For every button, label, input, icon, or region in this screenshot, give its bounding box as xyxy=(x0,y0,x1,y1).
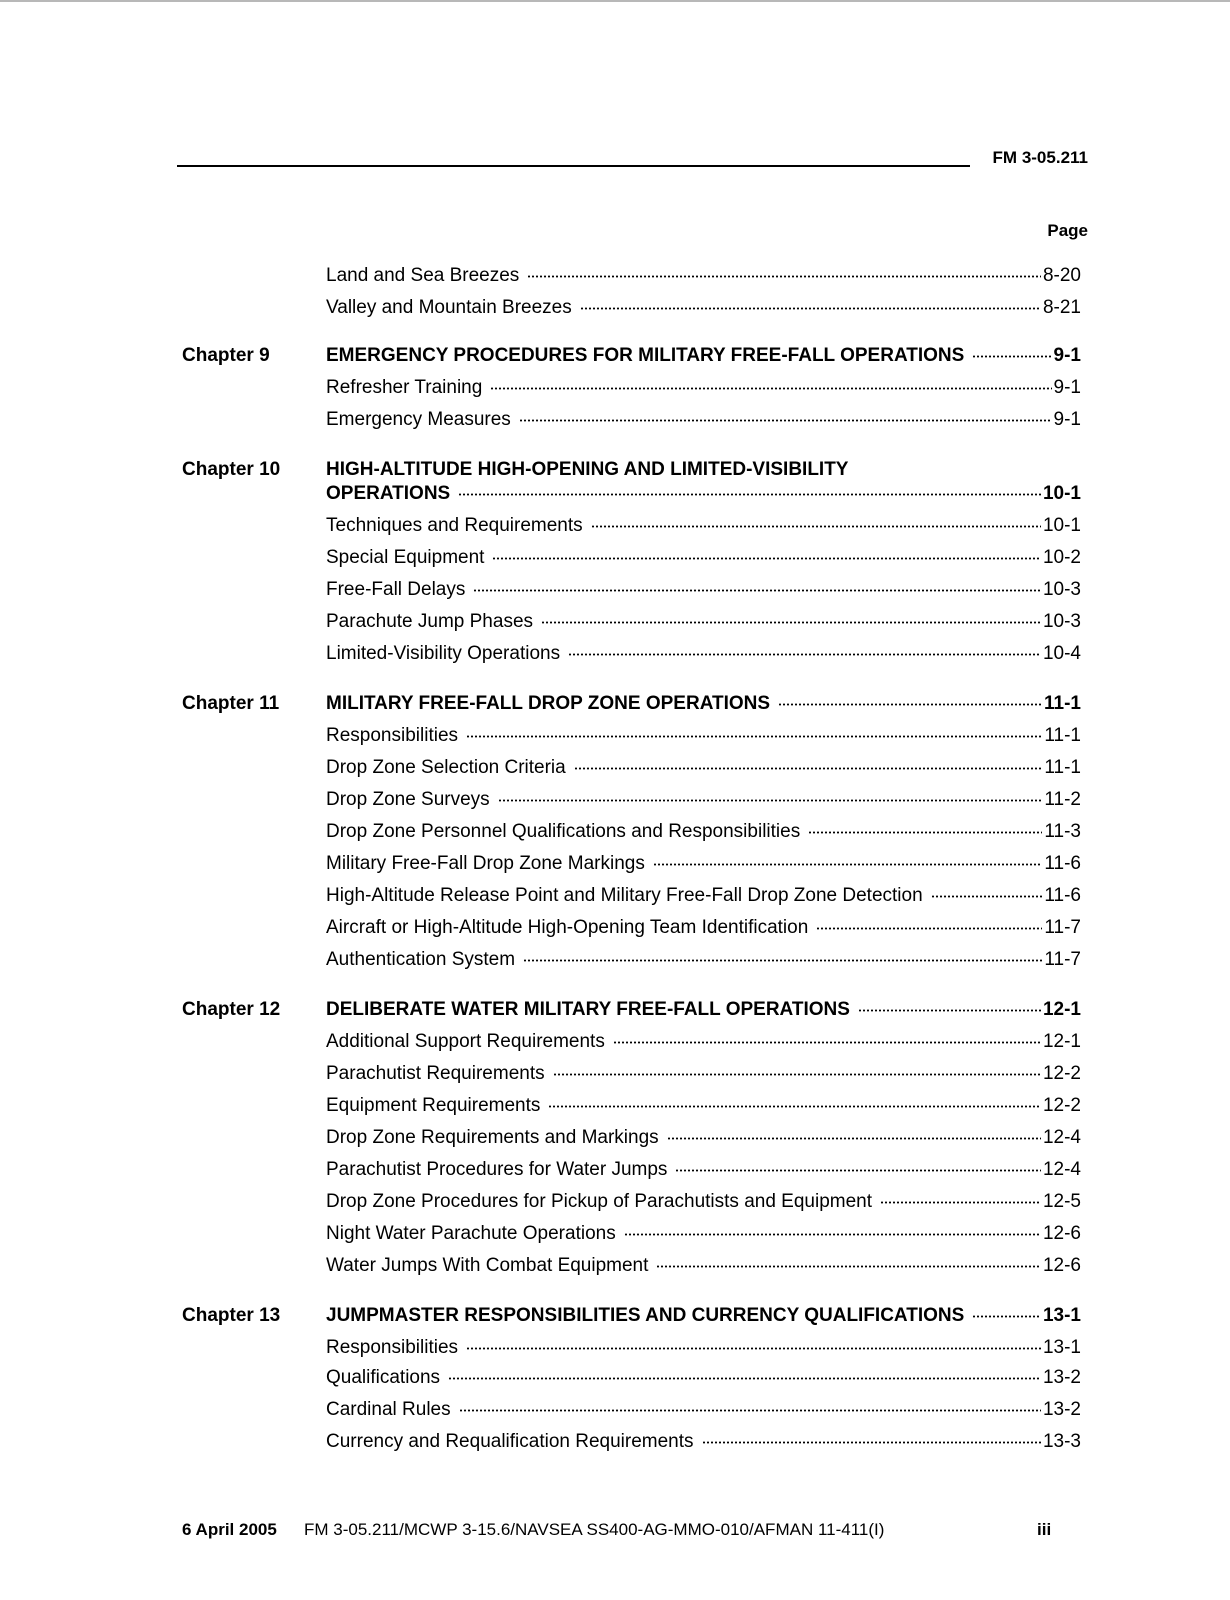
chapter-12-entry[interactable] xyxy=(326,996,1081,1024)
toc-entry-title: Aircraft or High-Altitude High-Opening Team Identification xyxy=(326,917,809,938)
toc-entry-page: 12-5 xyxy=(1042,1191,1081,1212)
toc-entry[interactable] xyxy=(326,1252,1081,1280)
toc-entry-title: Additional Support Requirements xyxy=(326,1031,605,1052)
dot-leader xyxy=(448,1364,1041,1383)
toc-entry[interactable] xyxy=(326,1188,1081,1216)
chapter-title: EMERGENCY PROCEDURES FOR MILITARY FREE-FALL OPERATIONS xyxy=(326,345,965,366)
dot-leader xyxy=(624,1220,1041,1239)
dot-leader xyxy=(490,374,1051,393)
dot-leader xyxy=(492,544,1041,563)
toc-entry-page: 10-3 xyxy=(1042,579,1081,600)
toc-entry-title: Responsibilities xyxy=(326,1337,459,1358)
running-header-doc-id: FM 3-05.211 xyxy=(992,148,1088,167)
chapter-10-label: Chapter 10 xyxy=(182,459,281,480)
toc-entry-page: 11-7 xyxy=(1044,949,1081,970)
toc-entry-title: Night Water Parachute Operations xyxy=(326,1223,616,1244)
footer-date: 6 April 2005 xyxy=(182,1520,277,1539)
toc-entry[interactable] xyxy=(326,1060,1081,1088)
toc-entry-title: Drop Zone Selection Criteria xyxy=(326,757,566,778)
toc-entry-title: High-Altitude Release Point and Military Free-Fall Drop Zone Detection xyxy=(326,885,923,906)
toc-entry-page: 11-2 xyxy=(1044,789,1081,810)
toc-entry-title: Valley and Mountain Breezes xyxy=(326,297,572,318)
toc-entry-page: 9-1 xyxy=(1053,409,1081,430)
dot-leader xyxy=(498,786,1043,805)
toc-entry-page: 11-1 xyxy=(1044,757,1081,778)
dot-leader xyxy=(880,1188,1041,1207)
toc-entry-title: Water Jumps With Combat Equipment xyxy=(326,1255,649,1276)
toc-entry-page: 12-6 xyxy=(1042,1223,1081,1244)
toc-entry[interactable] xyxy=(326,1334,1081,1362)
toc-entry-page: 12-4 xyxy=(1042,1159,1081,1180)
toc-entry[interactable] xyxy=(326,722,1081,750)
chapter-title: JUMPMASTER RESPONSIBILITIES AND CURRENCY QUALIFICATIONS xyxy=(326,1305,965,1326)
toc-entry[interactable] xyxy=(326,294,1081,322)
toc-entry-page: 8-21 xyxy=(1042,297,1081,318)
toc-entry[interactable] xyxy=(326,754,1081,782)
chapter-10-title-line1[interactable]: HIGH-ALTITUDE HIGH-OPENING AND LIMITED-VISIBILITY xyxy=(326,459,849,480)
page-column-label: Page xyxy=(1047,221,1088,240)
toc-entry-title: Drop Zone Surveys xyxy=(326,789,490,810)
chapter-11-entry[interactable] xyxy=(326,690,1081,718)
toc-entry-title: Drop Zone Procedures for Pickup of Parachutists and Equipment xyxy=(326,1191,873,1212)
toc-entry-page: 12-2 xyxy=(1042,1095,1081,1116)
toc-entry-page: 13-2 xyxy=(1042,1399,1081,1420)
toc-entry-page: 12-6 xyxy=(1042,1255,1081,1276)
toc-entry[interactable] xyxy=(326,1396,1081,1424)
toc-entry-page: 11-6 xyxy=(1044,885,1081,906)
toc-entry-page: 11-3 xyxy=(1044,821,1081,842)
toc-entry-title: Military Free-Fall Drop Zone Markings xyxy=(326,853,645,874)
toc-entry[interactable] xyxy=(326,406,1081,434)
chapter-title: OPERATIONS xyxy=(326,483,451,504)
toc-entry-title: Authentication System xyxy=(326,949,516,970)
dot-leader xyxy=(931,882,1043,901)
dot-leader xyxy=(473,576,1041,595)
chapter-page: 11-1 xyxy=(1044,693,1081,714)
toc-entry-title: Equipment Requirements xyxy=(326,1095,541,1116)
dot-leader xyxy=(553,1060,1041,1079)
toc-entry-title: Techniques and Requirements xyxy=(326,515,583,536)
dot-leader xyxy=(778,690,1042,709)
toc-entry[interactable] xyxy=(326,1092,1081,1120)
toc-entry[interactable] xyxy=(326,1220,1081,1248)
dot-leader xyxy=(702,1428,1041,1447)
footer-publication-id: FM 3-05.211/MCWP 3-15.6/NAVSEA SS400-AG-MMO-010/AFMAN 11-411(I) xyxy=(304,1520,885,1539)
dot-leader xyxy=(972,342,1051,361)
toc-entry-page: 11-7 xyxy=(1044,917,1081,938)
toc-entry[interactable] xyxy=(326,374,1081,402)
toc-entry-page: 13-2 xyxy=(1042,1367,1081,1388)
chapter-12-label: Chapter 12 xyxy=(182,999,281,1020)
toc-entry-title: Parachutist Procedures for Water Jumps xyxy=(326,1159,668,1180)
toc-entry-page: 10-1 xyxy=(1042,515,1081,536)
toc-entry-title: Limited-Visibility Operations xyxy=(326,643,561,664)
chapter-page: 10-1 xyxy=(1042,483,1081,504)
toc-entry-title: Land and Sea Breezes xyxy=(326,265,520,286)
dot-leader xyxy=(527,262,1041,281)
dot-leader xyxy=(858,996,1041,1015)
toc-entry-page: 9-1 xyxy=(1053,377,1081,398)
toc-entry-page: 12-2 xyxy=(1042,1063,1081,1084)
toc-entry[interactable] xyxy=(326,1124,1081,1152)
footer-page-number: iii xyxy=(1037,1520,1052,1539)
dot-leader xyxy=(568,640,1041,659)
toc-entry[interactable] xyxy=(326,576,1081,604)
toc-entry[interactable] xyxy=(326,1028,1081,1056)
toc-entry[interactable] xyxy=(326,544,1081,572)
toc-entry[interactable] xyxy=(326,1364,1081,1392)
toc-entry-title: Drop Zone Requirements and Markings xyxy=(326,1127,659,1148)
dot-leader xyxy=(458,480,1041,499)
chapter-title: MILITARY FREE-FALL DROP ZONE OPERATIONS xyxy=(326,693,771,714)
toc-entry-title: Currency and Requalification Requirements xyxy=(326,1431,694,1452)
dot-leader xyxy=(808,818,1042,837)
dot-leader xyxy=(675,1156,1041,1175)
chapter-9-entry[interactable] xyxy=(326,342,1081,370)
toc-entry-title: Parachutist Requirements xyxy=(326,1063,545,1084)
toc-entry[interactable] xyxy=(326,608,1081,636)
toc-entry-title: Drop Zone Personnel Qualifications and Responsibilities xyxy=(326,821,801,842)
toc-entry-title: Qualifications xyxy=(326,1367,441,1388)
toc-entry-title: Refresher Training xyxy=(326,377,483,398)
toc-entry-title: Special Equipment xyxy=(326,547,485,568)
toc-entry[interactable] xyxy=(326,946,1081,974)
toc-entry-page: 10-4 xyxy=(1042,643,1081,664)
toc-entry[interactable] xyxy=(326,1156,1081,1184)
toc-entry[interactable] xyxy=(326,818,1081,846)
toc-entry-title: Free-Fall Delays xyxy=(326,579,466,600)
toc-entry[interactable] xyxy=(326,1428,1081,1456)
toc-entry-title: Emergency Measures xyxy=(326,409,511,430)
toc-entry[interactable] xyxy=(326,640,1081,668)
chapter-9-label: Chapter 9 xyxy=(182,345,270,366)
toc-entry[interactable] xyxy=(326,882,1081,910)
toc-entry[interactable] xyxy=(326,850,1081,878)
dot-leader xyxy=(816,914,1042,933)
toc-entry-title: Responsibilities xyxy=(326,725,459,746)
toc-entry[interactable] xyxy=(326,512,1081,540)
dot-leader xyxy=(541,608,1041,627)
chapter-13-label: Chapter 13 xyxy=(182,1305,281,1326)
chapter-page: 12-1 xyxy=(1042,999,1081,1020)
toc-entry-page: 13-1 xyxy=(1042,1337,1081,1358)
dot-leader xyxy=(653,850,1043,869)
toc-entry[interactable] xyxy=(326,262,1081,290)
dot-leader xyxy=(548,1092,1041,1111)
dot-leader xyxy=(459,1396,1041,1415)
toc-entry-page: 11-6 xyxy=(1044,853,1081,874)
toc-entry-page: 12-1 xyxy=(1042,1031,1081,1052)
toc-entry-page: 11-1 xyxy=(1044,725,1081,746)
chapter-11-label: Chapter 11 xyxy=(182,693,280,714)
toc-entry-page: 8-20 xyxy=(1042,265,1081,286)
toc-entry-page: 10-3 xyxy=(1042,611,1081,632)
chapter-10-entry[interactable] xyxy=(326,480,1081,508)
chapter-13-entry[interactable] xyxy=(326,1302,1081,1330)
chapter-page: 13-1 xyxy=(1042,1305,1081,1326)
dot-leader xyxy=(656,1252,1041,1271)
toc-entry-page: 13-3 xyxy=(1042,1431,1081,1452)
dot-leader xyxy=(519,406,1052,425)
toc-entry[interactable] xyxy=(326,786,1081,814)
dot-leader xyxy=(591,512,1041,531)
dot-leader xyxy=(466,1334,1041,1353)
toc-entry-page: 12-4 xyxy=(1042,1127,1081,1148)
dot-leader xyxy=(580,294,1041,313)
dot-leader xyxy=(613,1028,1041,1047)
dot-leader xyxy=(466,722,1042,741)
toc-entry[interactable] xyxy=(326,914,1081,942)
toc-entry-page: 10-2 xyxy=(1042,547,1081,568)
chapter-title: DELIBERATE WATER MILITARY FREE-FALL OPERATIONS xyxy=(326,999,850,1020)
dot-leader xyxy=(972,1302,1041,1321)
dot-leader xyxy=(574,754,1043,773)
chapter-page: 9-1 xyxy=(1053,345,1081,366)
toc-entry-title: Cardinal Rules xyxy=(326,1399,451,1420)
dot-leader xyxy=(667,1124,1041,1143)
dot-leader xyxy=(523,946,1042,965)
toc-entry-title: Parachute Jump Phases xyxy=(326,611,534,632)
